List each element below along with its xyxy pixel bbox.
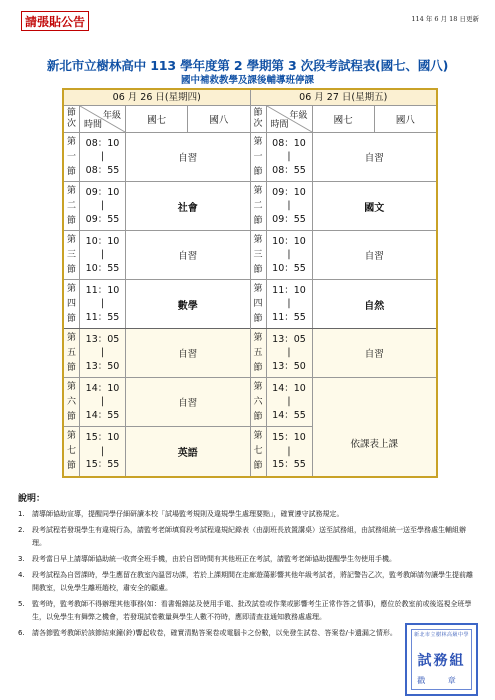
time-separator: | <box>100 396 105 408</box>
period-label-char: 第 <box>253 431 263 441</box>
period-label-char: 第 <box>253 381 263 392</box>
period-label-char: 節 <box>253 461 263 471</box>
period-activity: 數學 <box>177 300 198 312</box>
time-separator: | <box>100 249 105 261</box>
grade-time-header <box>267 106 313 132</box>
period-end-time: 14：55 <box>85 409 120 421</box>
period-label-char: 第 <box>253 283 263 294</box>
period-label-char: 節 <box>253 215 263 226</box>
period-label <box>64 280 80 328</box>
period-end-time: 08：55 <box>272 164 306 176</box>
time-label: 時間 <box>84 120 103 130</box>
period-end-time: 09：55 <box>272 213 306 225</box>
period-start-time: 11：10 <box>85 284 120 296</box>
subject-header-grade7: 國七 <box>126 106 188 132</box>
period-end-time: 10：55 <box>85 262 120 274</box>
period-end-time: 11：55 <box>272 311 306 323</box>
time-separator: | <box>287 151 291 163</box>
updated-date: 114 年 6 月 18 日更新 <box>411 15 479 23</box>
period-start-time: 13：05 <box>272 333 306 345</box>
period-end-time: 11：55 <box>85 311 120 323</box>
period-row <box>64 280 250 329</box>
note-text: 請各節監考教師於該節結束鐘(鈴)響起收卷，確實清點答案卷或電腦卡之份數，以免發生試卷、答案卷/卡遺漏之情形。 <box>32 629 397 637</box>
period-label-char: 一 <box>253 151 263 162</box>
period-start-time: 08：10 <box>272 137 306 149</box>
period-start-time: 14：10 <box>85 382 120 394</box>
period-row <box>64 231 250 280</box>
period-label-char: 四 <box>253 298 263 309</box>
period-label <box>251 133 267 181</box>
period-time <box>267 329 313 377</box>
period-label-char: 第 <box>253 234 263 245</box>
period-activity: 自然 <box>364 300 385 312</box>
period-row <box>251 182 437 231</box>
note-number: 4. <box>18 571 25 579</box>
period-label-char: 節 <box>66 166 76 177</box>
note-item <box>18 553 478 566</box>
day-column <box>250 90 437 476</box>
period-time <box>80 378 126 426</box>
period-label-char: 節 <box>66 313 76 324</box>
period-header-top: 節 <box>253 108 263 118</box>
period-activity: 依課表上課 <box>350 439 398 450</box>
note-number: 1. <box>18 510 25 518</box>
time-separator: | <box>287 249 291 261</box>
period-activity: 自習 <box>178 349 198 360</box>
period-end-time: 10：55 <box>272 262 306 274</box>
note-text: 段考試程為自習課時，學生應留在教室內溫習功課，若於上課期間在走廊遊蕩影響其他年級考試者，將記警告乙次，監考教師請勿讓學生提前離開教室，以免學生離班趙校，肅安全的顧慮。 <box>32 571 473 592</box>
note-text: 請導師協助宣導，提醒同學仔細研讀本校「試場監考規則及違規學生處理要點」，確實遵守試務規定。 <box>32 510 344 518</box>
period-label-char: 第 <box>253 136 263 147</box>
period-label-char: 二 <box>253 200 263 211</box>
period-label-char: 節 <box>66 411 76 422</box>
period-end-time: 15：55 <box>85 459 120 471</box>
period-end-time: 13：50 <box>272 360 306 372</box>
period-activity: 自習 <box>178 153 198 164</box>
period-label <box>64 378 80 426</box>
note-text: 段考當日早上請導師協助統一收齊全班手機，由於自習時間有其他班正在考試，請監考老師協助提醒學生勿使用手機。 <box>32 555 396 563</box>
seal-main-text: 試務組 <box>417 653 466 669</box>
period-time <box>267 231 313 279</box>
period-label-char: 第 <box>66 283 76 294</box>
period-label <box>251 329 267 377</box>
period-time <box>267 182 313 230</box>
note-number: 2. <box>18 526 25 534</box>
day-date-header: 06 月 27 日(星期五) <box>251 90 437 106</box>
period-row <box>251 280 437 329</box>
period-label-char: 三 <box>253 249 263 260</box>
period-label <box>251 231 267 279</box>
period-header-bottom: 次 <box>253 119 263 129</box>
period-start-time: 14：10 <box>272 382 306 394</box>
period-label <box>251 427 267 476</box>
period-label <box>251 280 267 328</box>
period-row <box>64 378 250 427</box>
period-end-time: 09：55 <box>85 213 120 225</box>
day-column <box>64 90 250 476</box>
note-item <box>18 524 478 550</box>
note-item <box>18 569 478 595</box>
time-separator: | <box>287 445 291 457</box>
period-label-char: 節 <box>253 411 263 422</box>
column-header-row <box>251 106 437 133</box>
period-label-char: 六 <box>66 396 76 407</box>
period-row <box>64 133 250 182</box>
period-row <box>251 329 437 378</box>
period-label-char: 第 <box>66 234 76 245</box>
period-label-char: 七 <box>66 446 76 456</box>
period-activity: 社會 <box>177 202 198 214</box>
period-header-bottom: 次 <box>66 119 76 129</box>
note-number: 5. <box>18 600 25 608</box>
period-label-char: 三 <box>66 249 76 260</box>
period-activity: 國文 <box>364 202 385 214</box>
seal-ring-text: 新北市立樹林高級中學 <box>413 632 469 638</box>
period-label-char: 節 <box>66 215 76 226</box>
period-label <box>64 231 80 279</box>
note-text: 監考時，監考教師不得辦理其他事務(如：看書報雜誌及使用手電、批改試卷或作業或影響考生正常作答之情事)，應位於教室前或後巡視全班學生，以免學生有舞弊之機會，若發現試卷數量與學生人數不符時，應即清查並通知教務處處理。 <box>32 600 472 621</box>
period-label-char: 節 <box>253 166 263 177</box>
note-number: 6. <box>18 629 25 637</box>
period-activity: 英語 <box>177 448 198 459</box>
period-row <box>251 231 437 280</box>
period-label-char: 六 <box>253 396 263 407</box>
period-time <box>267 133 313 181</box>
notes-title: 說明： <box>18 494 46 504</box>
subject-header-grade8: 國八 <box>209 115 229 126</box>
period-end-time: 08：55 <box>85 164 120 176</box>
period-start-time: 11：10 <box>272 284 306 296</box>
note-text: 段考試程若發現學生有違規行為，請監考老師填寫段考試程違規紀錄表（由副班長放置講桌）送至試務組，由試務組統一送至學務處生輔組辦理。 <box>32 526 466 547</box>
subject-header-grade8: 國八 <box>395 115 415 126</box>
period-label-char: 節 <box>253 264 263 275</box>
period-start-time: 15：10 <box>85 432 120 444</box>
period-start-time: 09：10 <box>272 186 306 198</box>
grade-time-header <box>80 106 126 132</box>
period-label-char: 第 <box>66 185 76 196</box>
exam-schedule-table <box>62 88 438 478</box>
period-activity: 自習 <box>364 251 384 262</box>
period-label-char: 四 <box>66 298 76 309</box>
period-label-char: 節 <box>66 264 76 275</box>
period-time <box>80 182 126 230</box>
period-label-char: 第 <box>66 431 76 441</box>
post-notice-badge: 請張貼公告 <box>21 11 89 31</box>
period-label-char: 第 <box>66 381 76 392</box>
note-item <box>18 508 478 521</box>
period-end-time: 15：55 <box>272 459 306 471</box>
period-activity: 自習 <box>178 398 198 409</box>
period-start-time: 15：10 <box>272 432 306 444</box>
period-label-char: 節 <box>253 362 263 373</box>
time-separator: | <box>287 347 291 359</box>
period-label-char: 第 <box>66 332 76 343</box>
time-label: 時間 <box>270 120 289 130</box>
time-separator: | <box>287 396 291 408</box>
period-row <box>251 133 437 182</box>
period-time <box>267 280 313 328</box>
period-row <box>64 427 250 476</box>
period-time <box>80 427 126 476</box>
seal-small-text: 戳 章 <box>417 676 466 685</box>
period-label-char: 二 <box>66 200 76 211</box>
period-time <box>80 231 126 279</box>
period-label-char: 七 <box>253 446 263 456</box>
period-label-char: 第 <box>253 185 263 196</box>
subject-header-grade7: 國七 <box>313 106 375 132</box>
period-row <box>64 182 250 231</box>
column-header-row <box>64 106 250 133</box>
time-separator: | <box>287 200 291 212</box>
period-label-char: 五 <box>66 347 76 358</box>
period-label <box>64 133 80 181</box>
period-label-char: 第 <box>66 136 76 147</box>
period-time <box>80 329 126 377</box>
period-label <box>64 329 80 377</box>
note-number: 3. <box>18 555 25 563</box>
period-end-time: 14：55 <box>272 409 306 421</box>
period-label-char: 節 <box>66 461 76 471</box>
period-label-char: 五 <box>253 347 263 358</box>
document-title: 新北市立樹林高中 113 學年度第 2 學期第 3 次段考試程表(國七、國八) <box>46 58 449 73</box>
period-label <box>251 378 267 426</box>
period-start-time: 13：05 <box>85 333 120 345</box>
grade-label: 年級 <box>102 111 121 121</box>
period-header <box>64 106 80 132</box>
period-label-char: 節 <box>253 313 263 324</box>
period-end-time: 13：50 <box>85 360 120 372</box>
period-header-top: 節 <box>66 108 76 118</box>
period-rows <box>64 133 250 476</box>
period-label <box>64 182 80 230</box>
time-separator: | <box>287 298 291 310</box>
period-time <box>80 133 126 181</box>
period-label <box>251 182 267 230</box>
period-time <box>267 378 313 426</box>
office-seal-stamp <box>405 623 478 696</box>
period-label <box>64 427 80 476</box>
time-separator: | <box>100 151 105 163</box>
note-item <box>18 598 478 624</box>
period-header <box>251 106 267 132</box>
period-activity: 自習 <box>364 153 384 164</box>
period-start-time: 09：10 <box>85 186 120 198</box>
period-label-char: 節 <box>66 362 76 373</box>
period-start-time: 10：10 <box>272 235 306 247</box>
time-separator: | <box>100 445 105 457</box>
period-activity: 自習 <box>364 349 384 360</box>
time-separator: | <box>100 347 105 359</box>
period-label-char: 第 <box>253 332 263 343</box>
period-start-time: 10：10 <box>85 235 120 247</box>
period-start-time: 08：10 <box>85 137 120 149</box>
period-label-char: 一 <box>66 151 76 162</box>
period-row <box>64 329 250 378</box>
time-separator: | <box>100 200 105 212</box>
time-separator: | <box>100 298 105 310</box>
period-time <box>267 427 313 476</box>
grade-label: 年級 <box>289 111 308 121</box>
period-rows <box>251 133 437 476</box>
period-activity: 自習 <box>178 251 198 262</box>
period-time <box>80 280 126 328</box>
day-date-header: 06 月 26 日(星期四) <box>64 90 250 106</box>
document-subtitle: 國中補救教學及課後輔導班停課 <box>180 75 314 86</box>
